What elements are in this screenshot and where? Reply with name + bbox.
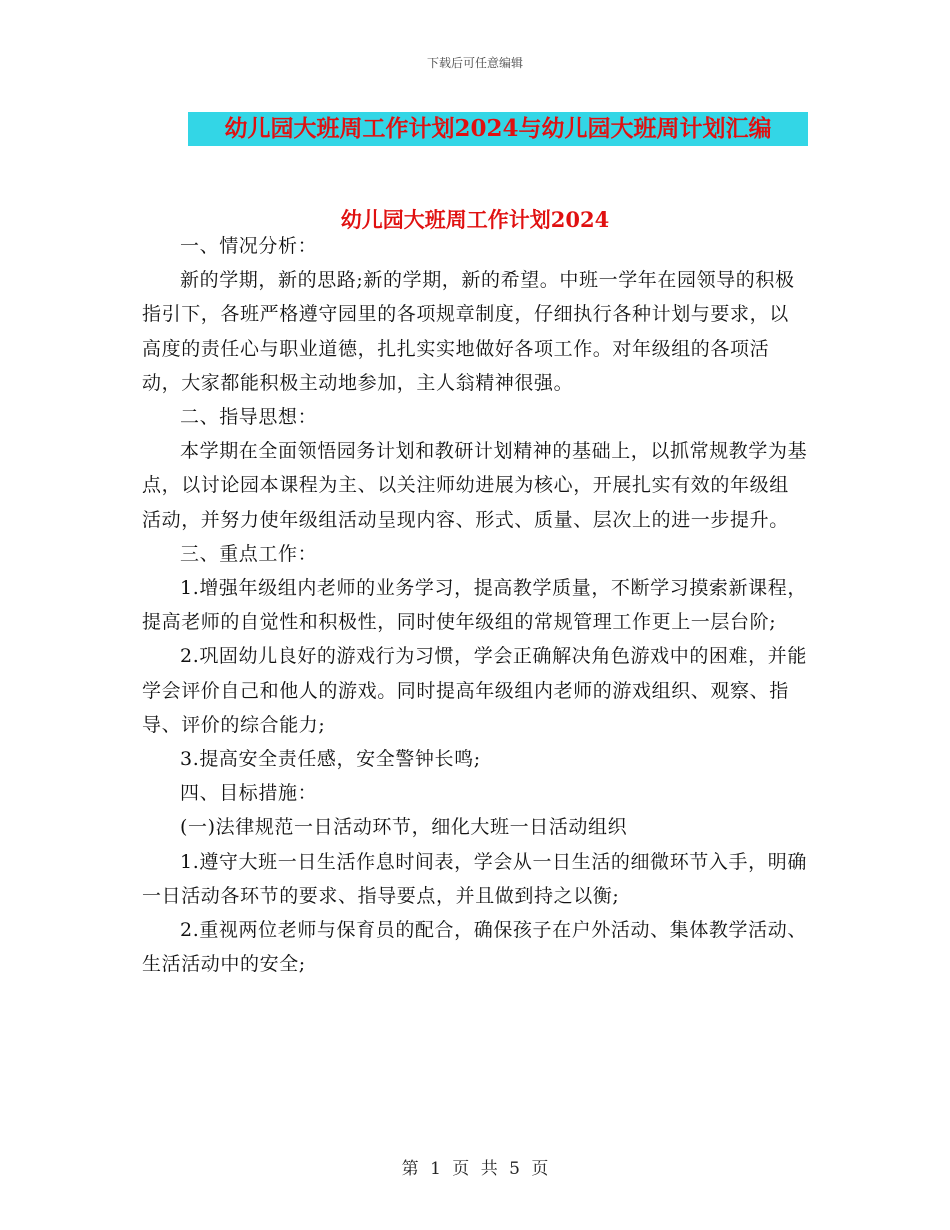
- subheading: (一)法律规范一日活动环节，细化大班一日活动组织: [180, 816, 628, 839]
- list-item: 1.增强年级组内老师的业务学习，提高教学质量，不断学习摸索新课程，提高老师的自觉性和积极性，同时使年级组的常规管理工作更上一层台阶;: [142, 577, 807, 634]
- list-item: 2.重视两位老师与保育员的配合，确保孩子在户外活动、集体教学活动、生活活动中的安全;: [142, 919, 807, 976]
- heading-situation-analysis: 一、情况分析：: [180, 235, 318, 257]
- heading-key-work: 三、重点工作：: [180, 542, 318, 565]
- page-header-note: 下载后可任意编辑: [426, 56, 523, 70]
- list-item: 2.巩固幼儿良好的游戏行为习惯，学会正确解决角色游戏中的困难，并能学会评价自己和他人的游戏。同时提高年级组内老师的游戏组织、观察、指导、评价的综合能力;: [142, 645, 807, 736]
- list-item: 3.提高安全责任感，安全警钟长鸣;: [180, 748, 481, 771]
- list-item: 1.遵守大班一日生活作息时间表，学会从一日生活的细微环节入手，明确一日活动各环节的要求、指导要点，并且做到持之以衡;: [142, 850, 807, 907]
- heading-measures: 四、目标措施：: [180, 782, 318, 805]
- heading-guiding-thought: 二、指导思想：: [180, 406, 318, 429]
- section-title: 幼儿园大班周工作计划2024: [340, 207, 610, 232]
- paragraph: 本学期在全面领悟园务计划和教研计划精神的基础上，以抓常规教学为基点，以讨论园本课程为主、以关注师幼进展为核心，开展扎实有效的年级组活动，并努力使年级组活动呈现内容、形式、质量、层次上的进一步提升。: [142, 440, 808, 531]
- page-number-footer: 第 1 页 共 5 页: [401, 1159, 549, 1179]
- document-body: [142, 229, 808, 981]
- document-title: 幼儿园大班周工作计划2024与幼儿园大班周计划汇编: [188, 112, 808, 146]
- paragraph: 新的学期，新的思路;新的学期，新的希望。中班一学年在园领导的积极指引下，各班严格遵守园里的各项规章制度，仔细执行各种计划与要求，以高度的责任心与职业道德，扎扎实实地做好各项工作。对年级组的各项活动，大家都能积极主动地参加，主人翁精神很强。: [142, 269, 795, 394]
